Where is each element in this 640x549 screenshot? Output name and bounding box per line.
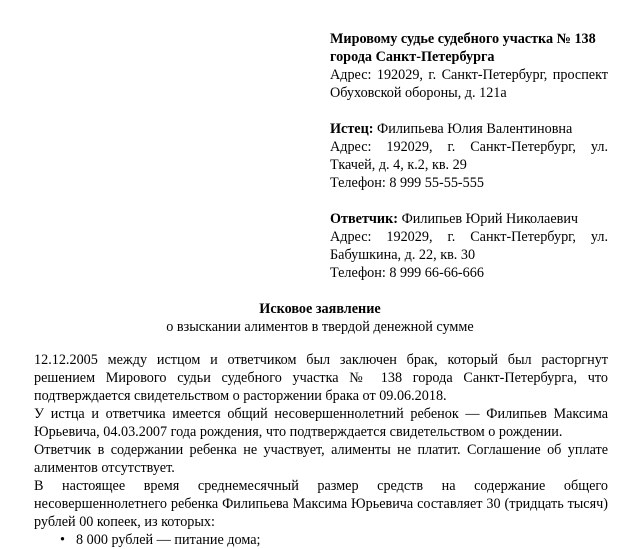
defendant-label: Ответчик: bbox=[330, 211, 399, 227]
plaintiff-line bbox=[330, 120, 608, 138]
spacer bbox=[330, 102, 608, 120]
plaintiff-label: Истец: bbox=[330, 121, 374, 137]
expense-list bbox=[34, 531, 608, 549]
defendant-phone: Телефон: 8 999 66-66-666 bbox=[330, 265, 484, 281]
plaintiff-name: Филипьева Юлия Валентиновна bbox=[377, 121, 573, 137]
header-block bbox=[330, 30, 608, 282]
paragraph: Ответчик в содержании ребенка не участвует, алименты не платит. Соглашение об уплате алиментов отсутствует. bbox=[34, 442, 608, 476]
defendant-address: Адрес: 192029, г. Санкт-Петербург, ул. Бабушкина, д. 22, кв. 30 bbox=[330, 229, 608, 263]
paragraph: 12.12.2005 между истцом и ответчиком был заключен брак, который был расторгнут решением Мирового судьи судебного участка № 138 города Санкт-Петербурга, что подтверждается свидетельством о расторжении брака от 09.06.2018. bbox=[34, 352, 608, 404]
document-heading bbox=[0, 300, 640, 336]
paragraph: У истца и ответчика имеется общий несовершеннолетний ребенок — Филипьев Максима Юрьевича, 04.03.2007 года рождения, что подтверждается свидетельством о рождении. bbox=[34, 406, 608, 440]
plaintiff-address: Адрес: 192029, г. Санкт-Петербург, ул. Ткачей, д. 4, к.2, кв. 29 bbox=[330, 139, 608, 173]
list-item-text: 8 000 рублей — питание дома; bbox=[76, 532, 261, 548]
document-subtitle: о взыскании алиментов в твердой денежной сумме bbox=[166, 319, 474, 335]
court-address: Адрес: 192029, г. Санкт-Петербург, проспект Обуховской обороны, д. 121а bbox=[330, 67, 608, 101]
bullet-icon: • bbox=[60, 532, 65, 548]
defendant-line bbox=[330, 210, 608, 228]
document-body bbox=[34, 351, 608, 549]
plaintiff-phone: Телефон: 8 999 55-55-555 bbox=[330, 175, 484, 191]
court-title: Мировому судье судебного участка № 138 города Санкт-Петербурга bbox=[330, 31, 596, 65]
defendant-name: Филипьев Юрий Николаевич bbox=[401, 211, 579, 227]
list-item bbox=[62, 531, 608, 549]
spacer bbox=[330, 192, 608, 210]
paragraph: В настоящее время среднемесячный размер средств на содержание общего несовершеннолетнего ребенка Филипьева Максима Юрьевича составляет 30 (тридцать тысяч) рублей 00 копеек, из которых: bbox=[34, 478, 608, 530]
document-title: Исковое заявление bbox=[259, 301, 381, 317]
